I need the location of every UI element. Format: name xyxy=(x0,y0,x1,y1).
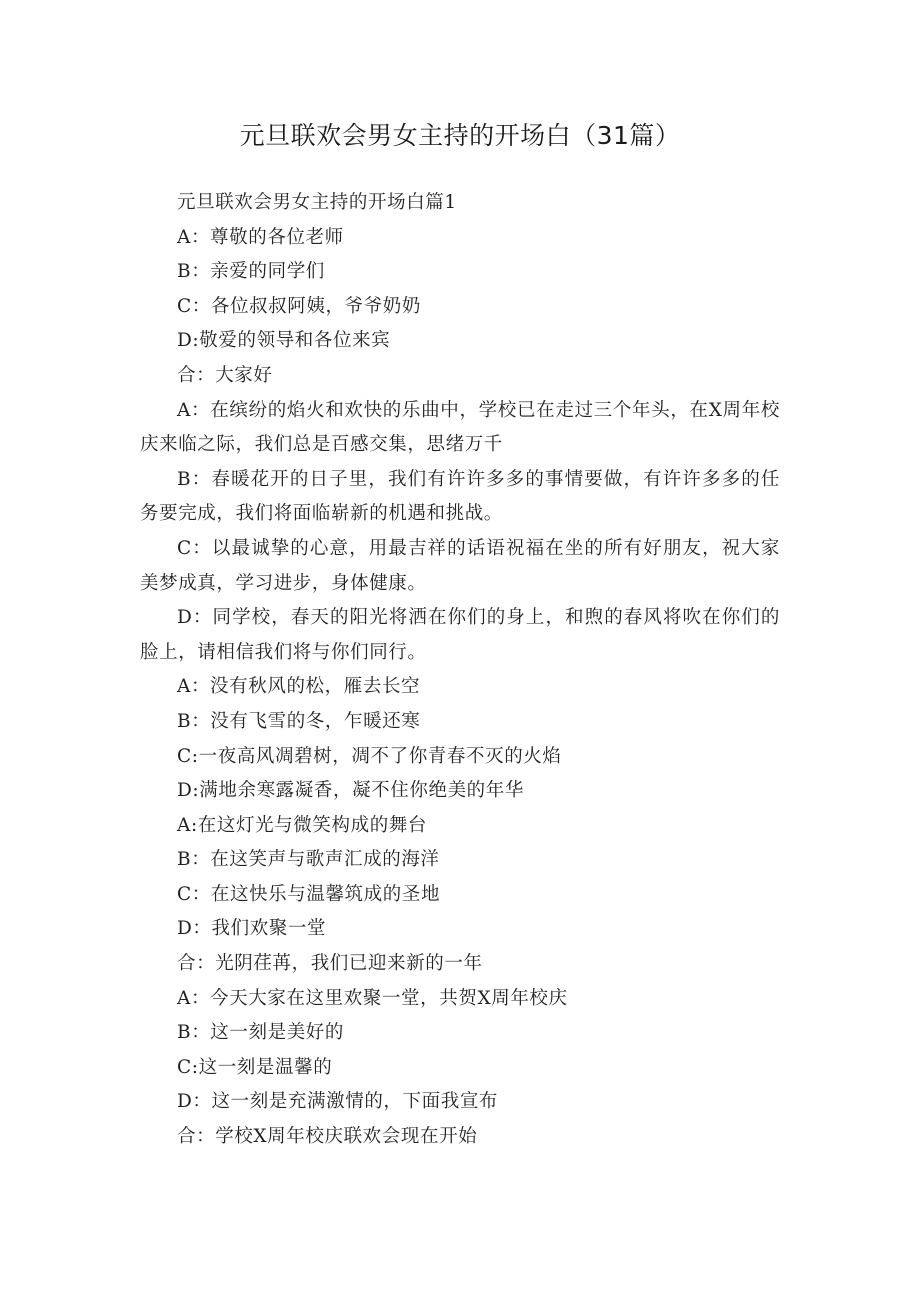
paragraph: D:敬爱的领导和各位来宾 xyxy=(177,330,391,352)
paragraph: B：这一刻是美好的 xyxy=(177,1022,344,1044)
paragraph: 合：光阴荏苒，我们已迎来新的一年 xyxy=(177,953,483,975)
paragraph: A：在缤纷的焰火和欢快的乐曲中，学校已在走过三个年头，在X周年校庆来临之际，我们总是百感交集，思绪万千 xyxy=(140,399,780,456)
paragraph: C:这一刻是温馨的 xyxy=(177,1056,333,1078)
paragraph: C:一夜高风凋碧树，凋不了你青春不灭的火焰 xyxy=(177,745,562,767)
paragraph: C：在这快乐与温馨筑成的圣地 xyxy=(177,883,441,905)
paragraph: A:在这灯光与微笑构成的舞台 xyxy=(177,814,427,836)
paragraph: D:满地余寒露凝香，凝不住你绝美的年华 xyxy=(177,780,524,802)
paragraph: 合：学校X周年校庆联欢会现在开始 xyxy=(177,1126,478,1148)
paragraph: A：尊敬的各位老师 xyxy=(177,226,344,248)
paragraph: 合：大家好 xyxy=(177,364,273,386)
paragraph: A：没有秋风的松，雁去长空 xyxy=(177,676,421,698)
paragraph: C：以最诚挚的心意，用最吉祥的话语祝福在坐的所有好朋友，祝大家美梦成真，学习进步，身体健康。 xyxy=(140,537,780,594)
document-body xyxy=(140,186,780,1155)
paragraph: C：各位叔叔阿姨，爷爷奶奶 xyxy=(177,295,421,317)
paragraph: D：这一刻是充满激情的，下面我宣布 xyxy=(177,1091,499,1113)
paragraph: 元旦联欢会男女主持的开场白篇1 xyxy=(177,192,457,213)
paragraph: A：今天大家在这里欢聚一堂，共贺X周年校庆 xyxy=(177,987,568,1009)
paragraph: B：在这笑声与歌声汇成的海洋 xyxy=(177,849,440,871)
document-title: 元旦联欢会男女主持的开场白（31篇） xyxy=(239,121,681,150)
paragraph: B：春暖花开的日子里，我们有许许多多的事情要做，有许许多多的任务要完成，我们将面临崭新的机遇和挑战。 xyxy=(140,468,780,525)
paragraph: B：没有飞雪的冬，乍暖还寒 xyxy=(177,710,421,732)
paragraph: D：我们欢聚一堂 xyxy=(177,918,327,940)
paragraph: B：亲爱的同学们 xyxy=(177,261,325,283)
paragraph: D：同学校，春天的阳光将洒在你们的身上，和煦的春风将吹在你们的脸上，请相信我们将与你们同行。 xyxy=(140,607,780,663)
